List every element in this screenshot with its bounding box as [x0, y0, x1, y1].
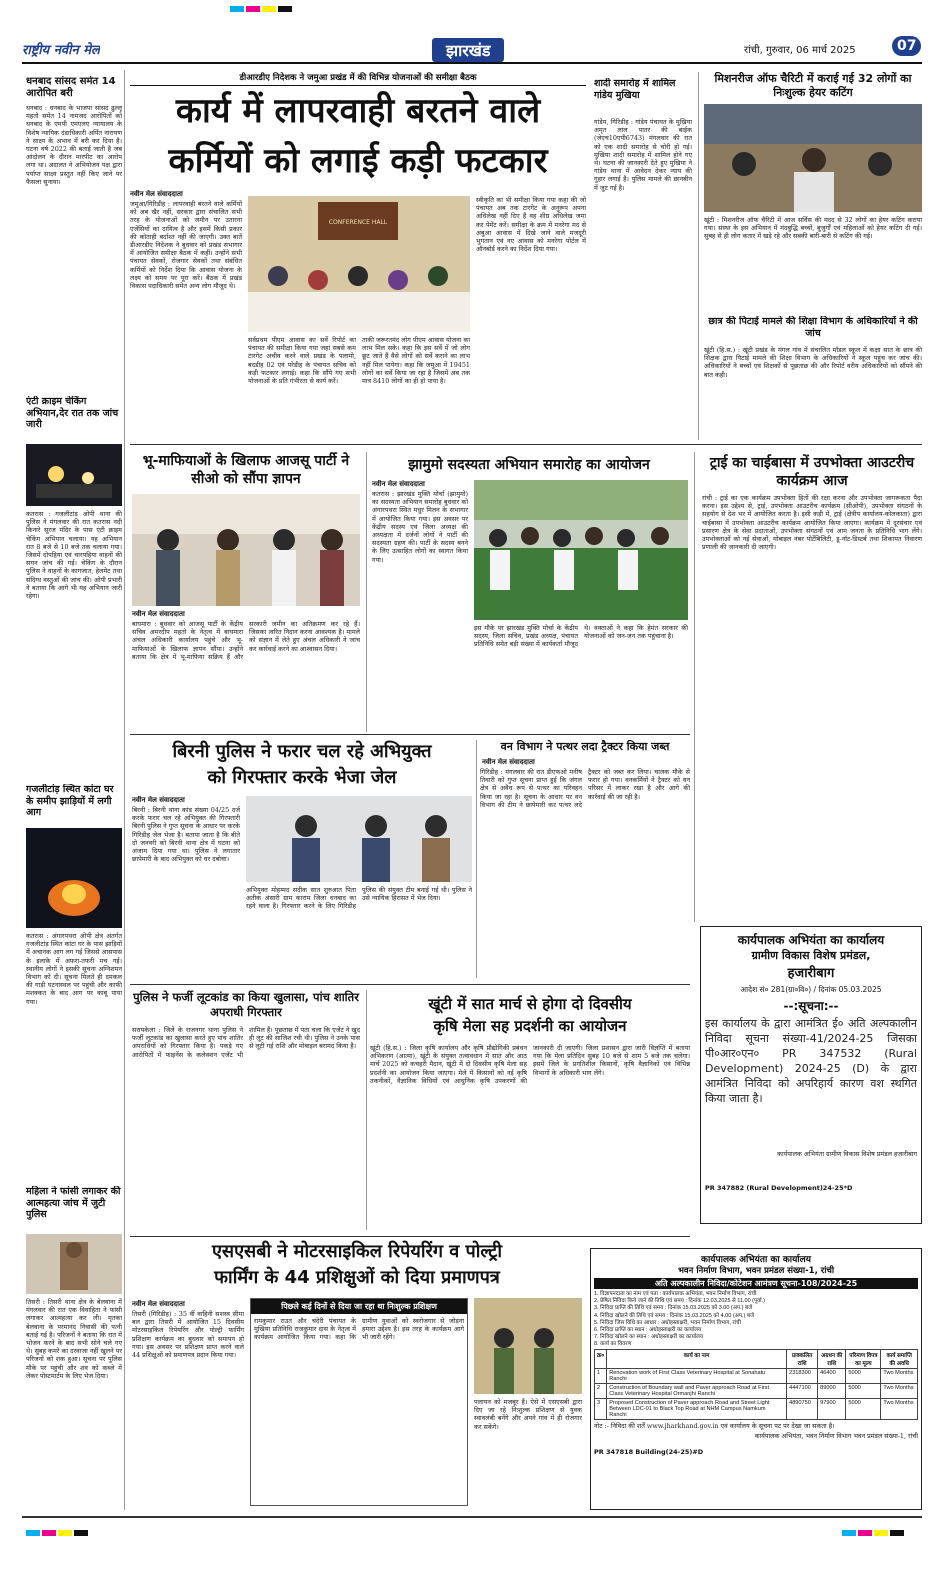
table-cell: 5000 — [846, 1398, 881, 1419]
fire-photo — [26, 828, 122, 928]
bhu-divider — [366, 452, 367, 732]
bhu-photo — [132, 494, 360, 606]
jmm-body: कतरास : झारखंड मुक्ति मोर्चा (झामुमो) का सदस्यता अभियान समारोह बुधवार को अंगारपथरा स्थित मधुर मिलन के सभागार में आयोजित किया गया। इस अवसर पर केंद्रीय सदस्य एवं जिला अध्यक्ष की अध्यक्षता में दर्जनों लोगों ने पार्टी की सदस्यता ग्रहण की। पार्टी के सदस्य बनने के लिए उत्साहित लोगों का स्वागत किया गया। — [372, 490, 468, 564]
ad2-title-2: भवन निर्माण विभाग, भवन प्रमंडल संख्या-1, रांची — [677, 1266, 835, 1276]
left-body-3: कतरास : अंगारपथरा ओपी क्षेत्र अंतर्गत गजलीटांड़ स्थित कांटा घर के पास झाड़ियों में अचानक आग लग गई जिससे आसपास के इलाके में अफरा-तफरी मच गई। स्थानीय लोगों ने इसकी सूचना अग्निशमन विभाग को दी। सूचना मिलते ही दमकल की गाड़ी घटनास्थल पर पहुंची और काफी मशक्कत के बाद आग पर काबू पाया गया। — [26, 932, 122, 1006]
table-header-cell: कार्य का नाम — [607, 1349, 787, 1368]
jmm-body2: इस मौके पर झारखंड मुक्ति मोर्चा के केंद्रीय सदस्य, जिला सचिव, प्रखंड अध्यक्ष, पंचायत प्रतिनिधि समेत बड़ी संख्या में कार्यकर्ता मौजूद थे। वक्ताओं ने कहा कि हेमंत सरकार की योजनाओं को जन-जन तक पहुंचाना है। — [474, 624, 688, 649]
ad2-row: 4. निविदा खोलने की तिथि एवं समय : दिनांक 15.03.2025 को 4.00 (अप.) बजे — [594, 1312, 755, 1319]
section-title: झारखंड — [432, 38, 504, 62]
birni-body2: अभियुक्त मोहम्मद सदीक सात शुरुआत पिता अतीक अंसारी ग्राम काराम जिला धनबाद का रहने वाला है। गिरफ्तार करने के लिए गिरिडीह पुलिस की संयुक्त टीम बनाई गई थी। पुलिस ने उसे न्यायिक हिरासत में भेज दिया। — [246, 886, 472, 911]
table-cell: 5000 — [846, 1383, 881, 1398]
left-body-2: कतरास : गजलीटांड़ ओपी थाना की पुलिस ने मंगलवार की रात कतरास नदी किनारे सूरज मंदिर के पास एंटी क्राइम चेकिंग अभियान चलाया। यह अभियान रात 8 बजे से 10 बजे तक चलाया गया। जिसमें दोपहिया एवं चारपहिया वाहनों की सघन जांच की गई। चेकिंग के दौरान पुलिस ने वाहनों के कागजात, हेलमेट तथा संदिग्ध वस्तुओं की जांच की। ओपी प्रभारी ने बताया कि आगे भी यह अभियान जारी रहेगा। — [26, 510, 122, 601]
missionary-headline: मिशनरीज ऑफ चैरिटी में कराई गई 32 लोगों का निःशुल्क हेयर कटिंग — [714, 72, 912, 99]
ad2-rows — [594, 1291, 918, 1349]
left-body-1: धनबाद : धनबाद के भाजपा सांसद ढुल्लू महतो समेत 14 नामजद आरोपितों को धनबाद के एमपी एमएलए न्यायालय के विशेष न्यायिक दंडाधिकारी अर्पित नारायण ने साक्ष्य के अभाव में बरी कर दिया है। घटना वर्ष 2022 की बताई जाती है जब आंदोलन के दौरान मारपीट का आरोप लगा था। अदालत ने अभियोजन पक्ष द्वारा पर्याप्त साक्ष्य प्रस्तुत नहीं किए जाने पर फैसला सुनाया। — [26, 104, 122, 186]
table-cell: 5000 — [846, 1368, 881, 1383]
left-headline-2: एंटी क्राइम चेकिंग अभियान,देर रात तक जांच जारी — [26, 396, 119, 430]
table-cell: 89000 — [818, 1383, 846, 1398]
birni-photo — [246, 796, 472, 882]
loot-body: सरायकेला : जिले के राजनगर थाना पुलिस ने फर्जी लूटकांड का खुलासा करते हुए पांच शातिर अपराधियों को गिरफ्तार किया है। पकड़े गए आरोपितों में फाइनेंस के कलेक्शन एजेंट भी शामिल हैं। पूछताछ में पता चला कि एजेंट ने खुद ही लूट की साजिश रची थी। पुलिस ने उनके पास से लूटी गई राशि और मोबाइल बरामद किया है। — [132, 1026, 360, 1059]
table-cell: 46400 — [818, 1368, 846, 1383]
birni-headline-line2: को गिरफ्तार करके भेजा जेल — [207, 767, 397, 788]
jmm-byline: नवीन मेल संवाददाता — [372, 480, 425, 488]
row4-bottom-rule — [130, 1236, 690, 1237]
table-cell: 4447100 — [787, 1383, 818, 1398]
ssb-box-title: पिछले कई दिनों से दिया जा रहा था निःशुल्क प्रशिक्षण — [251, 1299, 467, 1314]
ad2-row: 3. निविदा प्राप्ति की तिथि एवं समय : दिनांक 15.03.2025 को 3.00 (अप.) बजे — [594, 1305, 753, 1312]
table-cell: 1 — [595, 1368, 607, 1383]
paper-name: राष्ट्रीय नवीन मेल — [22, 43, 100, 58]
ad1-notice: --:सूचना:-- — [783, 999, 839, 1013]
table-cell: Renovation work of First Class Veterinary Hospital at Sonahatu Ranchi — [607, 1368, 787, 1383]
ssb-box — [250, 1298, 468, 1506]
ad2-title-3: अति अल्पकालीन निविदा/कोटेशन आमंत्रण सूचना-108/2024-25 — [594, 1278, 918, 1289]
page-number: 07 — [892, 36, 921, 56]
lead-byline: नवीन मेल संवाददाता — [130, 190, 183, 198]
khunti-headline-line1: खूंटी में सात मार्च से होगा दो दिवसीय — [428, 995, 632, 1013]
wedding-divider — [698, 72, 699, 440]
ad1-title-1: कार्यपालक अभियंता का कार्यालय — [737, 933, 885, 947]
wedding-headline: शादी समारोह में शामिल गांडेय मुखिया — [594, 78, 676, 101]
lead-headline-line2: कर्मियों को लगाई कड़ी फटकार — [168, 141, 548, 181]
ad2-pr: PR 347818 Building(24-25)#D — [594, 1447, 704, 1456]
conference-photo — [248, 196, 470, 332]
row2-bottom-rule — [130, 734, 690, 735]
woman-photo — [26, 1234, 122, 1294]
ssb-photo — [474, 1298, 582, 1394]
ad2-row: 5. निविदा जिस विधि का आधार : अधोहस्ताक्षरी, भवन निर्माण विभाग, रांची — [594, 1319, 741, 1326]
lead-kicker-bar — [130, 72, 586, 86]
school-body: खूंटी (हि.स.) : खूंटी प्रखंड के मंगल गांव में संचालित मॉडल स्कूल में कक्षा सात के छात्र की शिक्षक द्वारा पिटाई मामले की शिक्षा विभाग के अधिकारियों ने स्कूल पहुंच कर जांच की। अधिकारियों ने बच्चों एवं शिक्षकों से पूछताछ की और रिपोर्ट वरीय अधिकारियों को सौंपने की बात कही। — [704, 346, 922, 379]
table-header-row — [595, 1349, 918, 1368]
ad2-title-1: कार्यपालक अभियंता का कार्यालय — [701, 1255, 811, 1265]
trai-headline: ट्राई का चाईबासा में उपभोक्ता आउटरीच कार्यक्रम आज — [709, 455, 915, 489]
ad-building-division — [590, 1248, 922, 1510]
ad2-row: 7. निविदा खोलने का स्थान : अधोहस्ताक्षरी का कार्यालय — [594, 1334, 704, 1341]
left-headline-4: महिला ने फांसी लगाकर की आत्महत्या जांच में जुटी पुलिस — [26, 1186, 121, 1220]
lead-col3: ताकी जरूरतमंद लोग पीएम आवास योजना का लाभ मिल सके। कहा कि इस सर्वे में जो लोग छूट जाते हैं वैसे लोगों को सर्वे कराने का लाभ नहीं मिल पायेगा। कहा कि जमुआ में 19451 लोगों का सर्वे किया जा रहा है जिसमें अब तक मात्र 8410 लोगों का ही हो पाया है। — [362, 336, 470, 386]
table-row — [595, 1368, 918, 1383]
left-headline-1: धनबाद सांसद समेत 14 आरोपित बरी — [26, 76, 116, 99]
forest-byline: नवीन मेल संवाददाता — [482, 758, 535, 766]
forest-body: गिरिडीह : मंगलवार की रात डीएफओ मनीष तिवारी को गुप्त सूचना प्राप्त हुई कि जंगल क्षेत्र से अवैध रूप से पत्थर का परिवहन किया जा रहा है। सूचना के आधार पर वन विभाग की टीम ने छापेमारी कर पत्थर लदे ट्रैक्टर को जब्त कर लिया। चालक मौके से फरार हो गया। वनकर्मियों ने ट्रैक्टर को वन परिसर में लाकर रखा है और आगे की कार्रवाई की जा रही है। — [480, 768, 690, 809]
jmm-headline: झामुमो सदस्यता अभियान समारोह का आयोजन — [408, 457, 650, 473]
lead-headline-line1: कार्य में लापरवाही बरतने वाले — [175, 91, 541, 131]
lead-col1: जमुआ/गिरिडीह : लापरवाही बरतने वाले कर्मियों को अब खैर नहीं, सरकार द्वारा संचालित सभी तरह के योजनाओं को जमीन पर उतारना एजेंसियों का दायित्व है और इसमें किसी प्रकार की कोताही बर्दाश्त नहीं की जाएगी। उक्त बातें डीआरडीए निदेशक ने बुधवार को प्रखंड सभागार में आयोजित समीक्षा बैठक में कहीं। उन्होंने सभी पंचायत सेवकों, रोजगार सेवकों तथा संबंधित कर्मियों को निर्देश दिया कि आवास योजना के लक्ष्य को समय पर पूरा करें। बैठक में प्रखंड विकास पदाधिकारी समेत अन्य लोग मौजूद थे। — [130, 200, 242, 291]
table-cell: 3 — [595, 1398, 607, 1419]
registration-marks-bottom — [26, 1530, 88, 1536]
table-cell: Construction of Boundary wall and Paver approach Road at First Class Veterinary Hospital Ormanjhi Ranchi — [607, 1383, 787, 1398]
row3-bottom-rule — [130, 984, 690, 985]
ssb-byline: नवीन मेल संवाददाता — [132, 1300, 185, 1308]
lead-col2: सर्वप्रथम पीएम आवास का सर्वे रिपोर्ट का पंचायत की समीक्षा किया गया जहां सबसे कम टारगेट अचीव करने वाले प्रखंड के पलामो, बदडीह 02 एवं परेडीह के पंचायत सचिव को कड़ी फटकार लगाई। कहा कि सौंपे गए सभी योजनाओं के प्रति गंभीरता से कार्य करें। — [248, 336, 356, 386]
left-body-4: तिसरी : तिसरी थाना क्षेत्र के बेलवाना में मंगलवार की रात एक विवाहिता ने फांसी लगाकर आत्महत्या कर ली। मृतका बेलवाना के परमानंद निवासी की पत्नी बताई गई है। परिजनों ने बताया कि रात में भोजन करने के बाद सभी सोने चले गए थे। सुबह कमरे का दरवाजा नहीं खुलने पर परिजनों को शक हुआ। सूचना पर पुलिस मौके पर पहुंची और शव को कब्जे में लेकर पोस्टमार्टम के लिए भेज दिया। — [26, 1298, 122, 1380]
ssb-body: तिसरी (गिरिडीह) : 35 वीं वाहिनी सशस्त्र सीमा बल द्वारा तिसरी में आयोजित 15 दिवसीय मोटरसाइकिल रिपेयरिंग और पोल्ट्री फार्मिंग प्रशिक्षण कार्यक्रम का बुधवार को समापन हो गया। इस अवसर पर प्रशिक्षण प्राप्त करने वाले 44 प्रशिक्षुओं को प्रमाणपत्र प्रदान किया गया। — [132, 1310, 244, 1360]
svg-text:CONFERENCE HALL: CONFERENCE HALL — [328, 219, 388, 226]
table-cell: Two Months — [881, 1368, 918, 1383]
birni-divider — [476, 740, 477, 978]
left-column-divider — [124, 70, 125, 1510]
table-cell: 2 — [595, 1383, 607, 1398]
ad2-row: 8. कार्य का विवरण — [594, 1341, 632, 1348]
registration-marks-bottom-right — [842, 1530, 904, 1536]
ad2-row: 2. प्रेषित निविदा किये जाने की तिथि एवं समय : दिनांक 12.03.2025 से 11.00 (पूर्वा.) — [594, 1298, 765, 1305]
table-cell: Two Months — [881, 1398, 918, 1419]
footer-rule — [22, 1516, 922, 1518]
table-header-cell: कार्य समाप्ति की अवधि — [881, 1349, 918, 1368]
ad2-sign: कार्यपालक अभियंता, भवन निर्माण विभाग भवन प्रमंडल संख्या-1, रांची — [754, 1431, 918, 1440]
ad2-row: 1. विज्ञापनदाता का नाम एवं पता : कार्यपालक अभियंता, भवन निर्माण विभाग, रांची — [594, 1291, 757, 1297]
left-headline-3: गजलीटांड़ स्थित कांटा घर के समीप झाड़ियों में लगी आग — [26, 784, 114, 818]
registration-marks-top — [230, 6, 292, 12]
lead-col4: स्वीकृति का भी समीक्षा किया गया कहा की जो पंचायत अब तक टारगेट के अनुरूप अपना अधिलेख नहीं दिए हैं वह शीघ्र अधिलेख जमा कर पेमेंट करें। समीक्षा के क्रम में मनरेगा मद से अबुआ आवास में दिखे जाने वाले मजदूरी भुगतान एवं नए आवास को मनरेगा पोर्टल में ऑनबोर्ड करने का निर्देश दिया गया। — [476, 196, 586, 254]
ad1-pr: PR 347882 (Rural Development)24-25*D — [705, 1184, 853, 1192]
birni-body: बिरनी : बिरनी थाना कांड संख्या 04/25 दर्ज करके फरार चल रहे अभियुक्त की गिरफ्तारी बिरनी पुलिस ने गुप्त सूचना के आधार पर करके गिरिडीह जेल भेजा है। बताया जाता है कि बीते दो जनवरी को बिरनी थाना क्षेत्र में घटना को अंजाम दिया गया था। पुलिस ने लगातार छापेमारी के बाद अभियुक्त को धर दबोचा। — [132, 806, 240, 864]
lead-bottom-rule — [130, 444, 922, 445]
table-cell: 4890750 — [787, 1398, 818, 1419]
bhu-byline: नवीन मेल संवाददाता — [132, 610, 185, 618]
table-header-cell: अग्रधन की राशि — [818, 1349, 846, 1368]
khunti-headline-line2: कृषि मेला सह प्रदर्शनी का आयोजन — [433, 1017, 627, 1035]
table-cell: Proposed Construction of Paver approach Road and Street Light Between LDC-01 to Black Top Road at NHM Campus Namkum Ranchi — [607, 1398, 787, 1419]
masthead — [22, 36, 922, 64]
birni-byline: नवीन मेल संवाददाता — [132, 796, 185, 804]
table-row — [595, 1398, 918, 1419]
table-header-cell: क्र० — [595, 1349, 607, 1368]
haircut-photo — [704, 104, 922, 212]
table-cell: 97900 — [818, 1398, 846, 1419]
bhu-headline: भू-माफियाओं के खिलाफ आजसू पार्टी ने सीओ को सौंपा ज्ञापन — [142, 453, 350, 487]
birni-headline-line1: बिरनी पुलिस ने फरार चल रहे अभियुक्त — [172, 741, 432, 762]
table-cell: Two Months — [881, 1383, 918, 1398]
ad1-title-2: ग्रामीण विकास विशेष प्रमंडल, — [751, 949, 871, 962]
ad1-order: आदेश सं० 281(ग्रा०वि०) / दिनांक 05.03.2025 — [740, 985, 882, 994]
ssb-body3: पलायन को मजबूर हैं। ऐसे में एसएसबी द्वारा दिए जा रहे निःशुल्क प्रशिक्षण से युवक स्वावलंबी बनेंगे और अपने गांव में ही रोजगार कर सकेंगे। — [474, 1398, 582, 1431]
ssb-headline-line1: एसएसबी ने मोटरसाइकिल रिपेयरिंग व पोल्ट्री — [211, 1241, 503, 1262]
ad-rural-development — [700, 926, 922, 1224]
loot-headline: पुलिस ने फर्जी लूटकांड का किया खुलासा, पांच शातिर अपराधी गिरफ्तार — [133, 990, 359, 1019]
lead-kicker: डीआरडीए निदेशक ने जमुआ प्रखंड में की विभिन्न योजनाओं की समीक्षा बैठक — [239, 73, 477, 83]
ad1-sign: कार्यपालक अभियंता ग्रामीण विकास विशेष प्रमंडल हजारीबाग — [777, 1150, 917, 1158]
forest-headline: वन विभाग ने पत्थर लदा ट्रैक्टर किया जब्त — [500, 740, 670, 753]
table-row — [595, 1383, 918, 1398]
jmm-photo — [474, 480, 688, 620]
ssb-headline-line2: फार्मिंग के 44 प्रशिक्षुओं को दिया प्रमाणपत्र — [214, 1267, 500, 1288]
ssb-box-body: रामकुमार राउत और चंदेरी पंचायत के मुखिया प्रतिनिधि राजकुमार दास के नेतृत्व में कार्यक्रम आयोजित किया गया। कहा कि ग्रामीण युवाओं को स्वरोजगार से जोड़ना हमारा उद्देश्य है। इस तरह के कार्यक्रम आगे भी जारी रहेंगे। — [254, 1317, 464, 1342]
ad2-row: 6. निविदा प्राप्ति का स्थान : अधोहस्ताक्षरी का कार्यालय — [594, 1327, 702, 1334]
loot-divider — [366, 990, 367, 1230]
khunti-body: खूंटी (हि.स.) : जिला कृषि कार्यालय और कृषि प्रौद्योगिकी प्रबंधन अभिकरण (आत्मा), खूंटी के संयुक्त तत्वावधान में सात और आठ मार्च 2025 को कचहरी मैदान, खूंटी में दो दिवसीय कृषि मेला सह प्रदर्शनी का आयोजन किया जाएगा। मेले में किसानों को नई कृषि तकनीकों, वैज्ञानिक विधियों एवं आधुनिक कृषि उपकरणों की जानकारी दी जाएगी। जिला प्रशासन द्वारा जारी विज्ञप्ति में बताया गया कि मेला प्रतिदिन सुबह 10 बजे से शाम 5 बजे तक चलेगा। इसमें जिले के प्रगतिशील किसानों, कृषि वैज्ञानिकों एवं विभिन्न विभागों के अधिकारी भाग लेंगे। — [370, 1044, 690, 1085]
table-header-cell: प्राक्कलित राशि — [787, 1349, 818, 1368]
wedding-body: गांडेय, गिरिडीह : गांडेय पंचायत के मुखिया अमृत लाल पातर की बाईक (जेएच10एपी6743) मंगलवार की रात को एक शादी समारोह से चोरी हो गई। मुखिया शादी समारोह में शामिल होने गए थे। घटना की जानकारी देते हुए मुखिया ने गांडेय थाना में आवेदन देकर न्याय की गुहार लगाई है। पुलिस मामले की छानबीन में जुट गई है। — [594, 118, 692, 192]
jmm-divider — [694, 452, 695, 922]
ad1-title-3: हजारीबाग — [787, 966, 835, 981]
ad1-body: इस कार्यालय के द्वारा आमंत्रित ई० अति अल्पकालीन निविदा सूचना संख्या-41/2024-25 जिसका पी०आर०एन० PR 347532 (Rural Development) 2024-25 (D) के द्वारा आमंत्रित निविदा को अपरिहार्य कारण वश स्थगित किया जाता है। — [705, 1017, 917, 1105]
bhu-body: बाघमारा : बुधवार को आजसू पार्टी के केंद्रीय सचिव अमरदीप महतो के नेतृत्व में बाघमारा अंचल अधिकारी कार्यालय पहुंचे और भू-माफियाओं के खिलाफ ज्ञापन सौंपा। उन्होंने बताया कि क्षेत्र में भू-माफिया सक्रिय हैं और सरकारी जमीन का अतिक्रमण कर रहे हैं। जिसका त्वरित निदान करना आवश्यक है। मामले को संज्ञान में लेते हुए अंचल अधिकारी ने जांच कर कार्रवाई करने का आश्वासन दिया। — [132, 620, 360, 661]
checking-photo — [26, 444, 122, 506]
ad2-work-table — [594, 1349, 918, 1420]
ad2-note: नोट :- निविदा की शर्तें www.jharkhand.gov.in एवं कार्यालय के सूचना पट पर देखा जा सकता है। — [594, 1421, 835, 1430]
table-cell: 2318300 — [787, 1368, 818, 1383]
school-headline: छात्र की पिटाई मामले की शिक्षा विभाग के अधिकारियों ने की जांच — [708, 316, 918, 339]
trai-body: रांची : ट्राई का एक कार्यक्रम उपभोक्ता हितों की रक्षा करना और उपभोक्ता जागरूकता पैदा करना। इस उद्देश्य से, ट्राई, उपभोक्ता आउटरीच कार्यक्रम (सीओपी), उपभोक्ता संगठनों के सहयोग से देश भर में आयोजित करता है। इसी कड़ी में, ट्राई (क्षेत्रीय कार्यालय-कोलकाता) द्वारा चाईबासा में उपभोक्ता आउटरीच कार्यक्रम आयोजित किया जाएगा। कार्यक्रम में दूरसंचार एवं प्रसारण क्षेत्र के सेवा प्रदाताओं, उपभोक्ता संगठनों एवं आम जनता के प्रतिनिधि भाग लेंगे। उपभोक्ताओं को नई सेवाओं, मोबाइल नंबर पोर्टेबिलिटी, डू-नॉट-डिस्टर्ब तथा शिकायत निवारण प्रणाली की जानकारी दी जाएगी। — [702, 494, 922, 552]
dateline: रांची, गुरुवार, 06 मार्च 2025 — [744, 45, 856, 56]
missionary-body: खूंटी : मिशनरीज ऑफ चैरिटी में आज सर्विस की मदद से 32 लोगों का हेयर कटिंग कराया गया। संस्था के इस अभियान में मंदबुद्धि बच्चों, बुजुर्गों एवं महिलाओं को हेयर कटिंग दी गई। सुबह से ही लोग कतार में खड़े रहे और सबकी बारी-बारी से कटिंग की गई। — [704, 216, 922, 241]
table-header-cell: परिमाण विपत्र का मूल्य — [846, 1349, 881, 1368]
